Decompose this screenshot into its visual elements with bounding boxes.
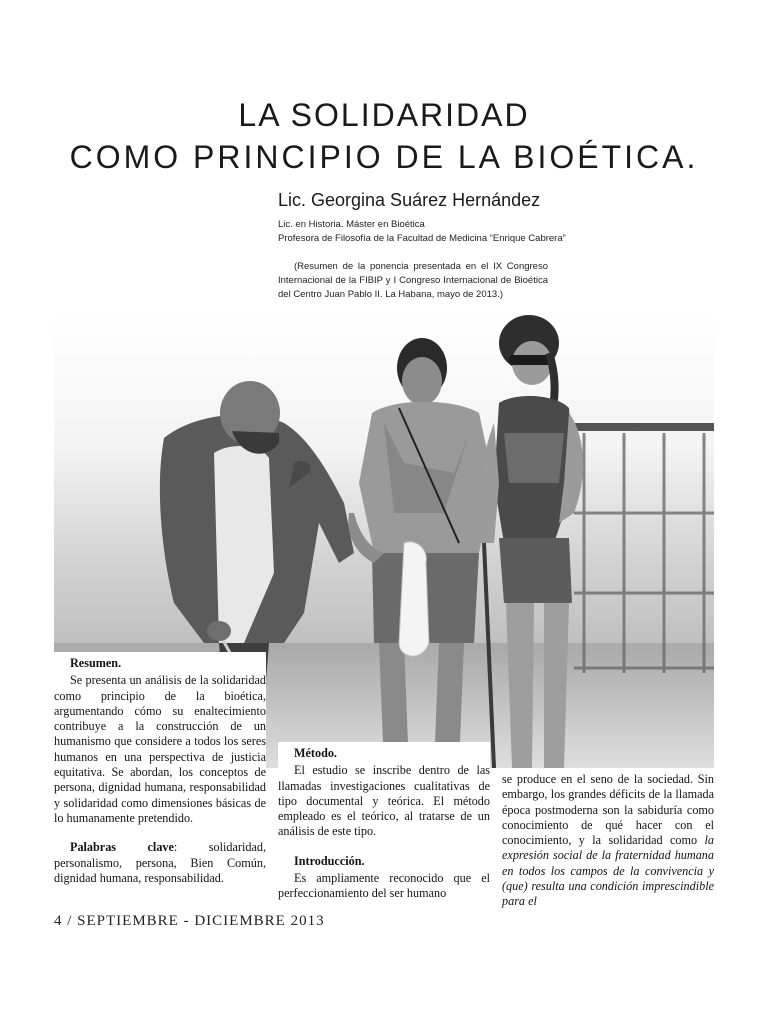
col3-plain-text: se produce en el seno de la sociedad. Sin embargo, los grandes déficits de la llamada época postmoderna son la sabiduría como conocimiento de qué hacer con el conocimiento, y la solidaridad como [502, 772, 714, 848]
page-footer: 4 / SEPTIEMBRE - DICIEMBRE 2013 [54, 913, 325, 929]
method-column [278, 742, 490, 914]
keywords-paragraph [54, 840, 266, 886]
resumen-heading: Resumen. [70, 656, 122, 670]
col3-italic-text: la expresión social de la fraternidad humana en todos los campos de la convivencia y (que) resulta una condición imprescindible para el [502, 833, 714, 909]
abstract-column [54, 652, 266, 914]
article-title-line-2: COMO PRINCIPIO DE LA BIOÉTICA. [69, 139, 699, 175]
author-credential-1: Lic. en Historia. Máster en Bioética [278, 219, 425, 230]
presentation-note: (Resumen de la ponencia presentada en el IX Congreso Internacional de la FIBIP y I Congreso Internacional de Bioética del Centro Juan Pablo II. La Habana, mayo de 2013.) [278, 261, 548, 300]
article-title-line-1: LA SOLIDARIDAD [238, 97, 530, 133]
introduccion-heading: Introducción. [294, 853, 365, 868]
introduccion-body: Es ampliamente reconocido que el perfeccionamiento del ser humano [278, 871, 490, 901]
col3-paragraph [502, 772, 714, 910]
body-column-3 [502, 768, 714, 914]
keywords-label: Palabras clave [70, 840, 174, 855]
keywords-list: : solidaridad, personalismo, persona, Bien Común, dignidad humana, responsabilidad. [54, 840, 266, 885]
metodo-body: El estudio se inscribe dentro de las llamadas investigaciones cualitativas de tipo documental y teórica. El método empleado es el teórico, al tratarse de un análisis de este tipo. [278, 763, 490, 839]
metodo-heading: Método. [294, 746, 337, 760]
resumen-body: Se presenta un análisis de la solidaridad como principio de la bioética, argumentando cómo su enaltecimiento contribuye a la construcción de un humanismo que considere a todos los seres humanos en una perspectiva de justicia equitativa. Se abordan, los conceptos de persona, dignidad humana, responsabilidad y solidaridad como dimensiones básicas de lo humanamente pretendido. [54, 673, 266, 825]
author-name: Lic. Georgina Suárez Hernández [278, 190, 541, 210]
author-credential-2: Profesora de Filosofía de la Facultad de Medicina “Enrique Cabrera” [278, 233, 566, 244]
